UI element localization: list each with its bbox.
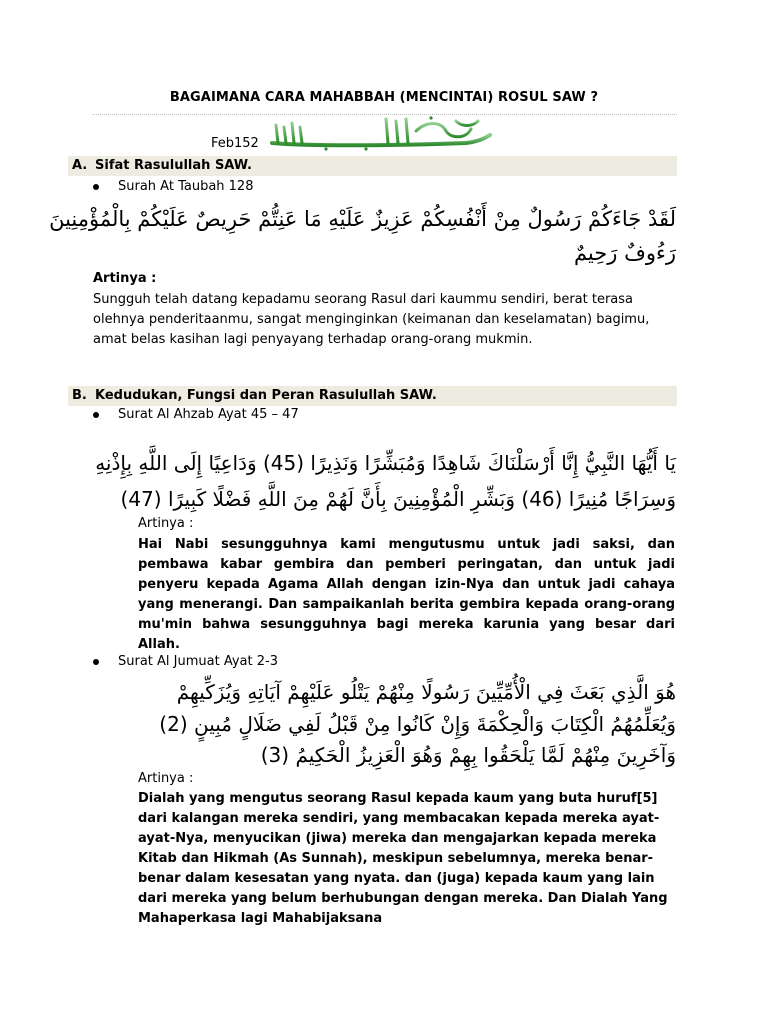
bullet-dot [93, 659, 99, 665]
arabic-verse-line: وَآخَرِينَ مِنْهُمْ لَمَّا يَلْحَقُوا بِهِمْ وَهُوَ الْعَزِيزُ الْحَكِيمُ (3) [260, 743, 676, 767]
section-a-letter: A. [72, 158, 88, 173]
arabic-verse-line: لَقَدْ جَاءَكُمْ رَسُولٌ مِنْ أَنْفُسِكُمْ عَزِيزٌ عَلَيْهِ مَا عَنِتُّمْ حَرِيصٌ عَلَيْكُمْ بِالْمُؤْمِنِينَ [49, 207, 676, 231]
artinya-label: Artinya : [93, 271, 157, 286]
bullet-dot [93, 412, 99, 418]
artinya-label: Artinya : [138, 771, 194, 786]
arabic-verse-line: يَا أَيُّهَا النَّبِيُّ إِنَّا أَرْسَلْنَاكَ شَاهِدًا وَمُبَشِّرًا وَنَذِيرًا (45) وَدَاعِيًا إِلَى اللَّهِ بِإِذْنِهِ [95, 451, 676, 475]
bullet-text: Surat Al Ahzab Ayat 45 – 47 [118, 407, 299, 422]
arabic-verse-line: هُوَ الَّذِي بَعَثَ فِي الْأُمِّيِّينَ رَسُولًا مِنْهُمْ يَتْلُو عَلَيْهِمْ آيَاتِهِ وَيُزَكِّيهِمْ [176, 680, 676, 704]
section-a-heading: Sifat Rasulullah SAW. [95, 158, 252, 173]
arabic-verse-line: وَسِرَاجًا مُنِيرًا (46) وَبَشِّرِ الْمُؤْمِنِينَ بِأَنَّ لَهُمْ مِنَ اللَّهِ فَضْلًا كَبِيرًا (47) [120, 487, 676, 511]
bullet-text: Surat Al Jumuat Ayat 2-3 [118, 654, 278, 669]
translation-text: Hai Nabi sesungguhnya kami mengutusmu untuk jadi saksi, dan pembawa kabar gembira dan pemberi peringatan, dan untuk jadi penyeru kepada Agama Allah dengan izin-Nya dan untuk jadi cahaya yang menerangi. Dan sampaikanlah berita gembira kepada orang-orang mu'min bahwa sesungguhnya bagi mereka karunia yang besar dari Allah. [138, 537, 675, 652]
date-label: Feb152 [211, 136, 259, 151]
section-b-heading: Kedudukan, Fungsi dan Peran Rasulullah SAW. [95, 388, 437, 403]
arabic-verse-line: وَيُعَلِّمُهُمُ الْكِتَابَ وَالْحِكْمَةَ وَإِنْ كَانُوا مِنْ قَبْلُ لَفِي ضَلَالٍ مُبِينٍ (2) [159, 712, 676, 736]
page-title: BAGAIMANA CARA MAHABBAH (MENCINTAI) ROSUL SAW ? [169, 90, 599, 105]
bismillah-calligraphy-image [266, 113, 496, 153]
section-b-header [68, 386, 677, 406]
section-b-letter: B. [72, 388, 87, 403]
arabic-verse-line: رَءُوفٌ رَحِيمٌ [573, 241, 676, 265]
bullet-text: Surah At Taubah 128 [118, 179, 254, 194]
bullet-dot [93, 184, 99, 190]
translation-text: Sungguh telah datang kepadamu seorang Rasul dari kaummu sendiri, berat terasa olehnya penderitaanmu, sangat menginginkan (keimanan dan keselamatan) bagimu, amat belas kasihan lagi penyayang terhadap orang-orang mukmin. [93, 292, 650, 347]
section-a-header [68, 156, 677, 176]
artinya-label: Artinya : [138, 516, 194, 531]
translation-text: Dialah yang mengutus seorang Rasul kepada kaum yang buta huruf[5] dari kalangan mereka sendiri, yang membacakan kepada mereka ayat-ayat-Nya, menyucikan (jiwa) mereka dan mengajarkan kepada mereka Kitab dan Hikmah (As Sunnah), meskipun sebelumnya, mereka benar-benar dalam kesesatan yang nyata. dan (juga) kepada kaum yang lain dari mereka yang belum berhubungan dengan mereka. Dan Dialah Yang Mahaperkasa lagi Mahabijaksana [138, 791, 668, 926]
